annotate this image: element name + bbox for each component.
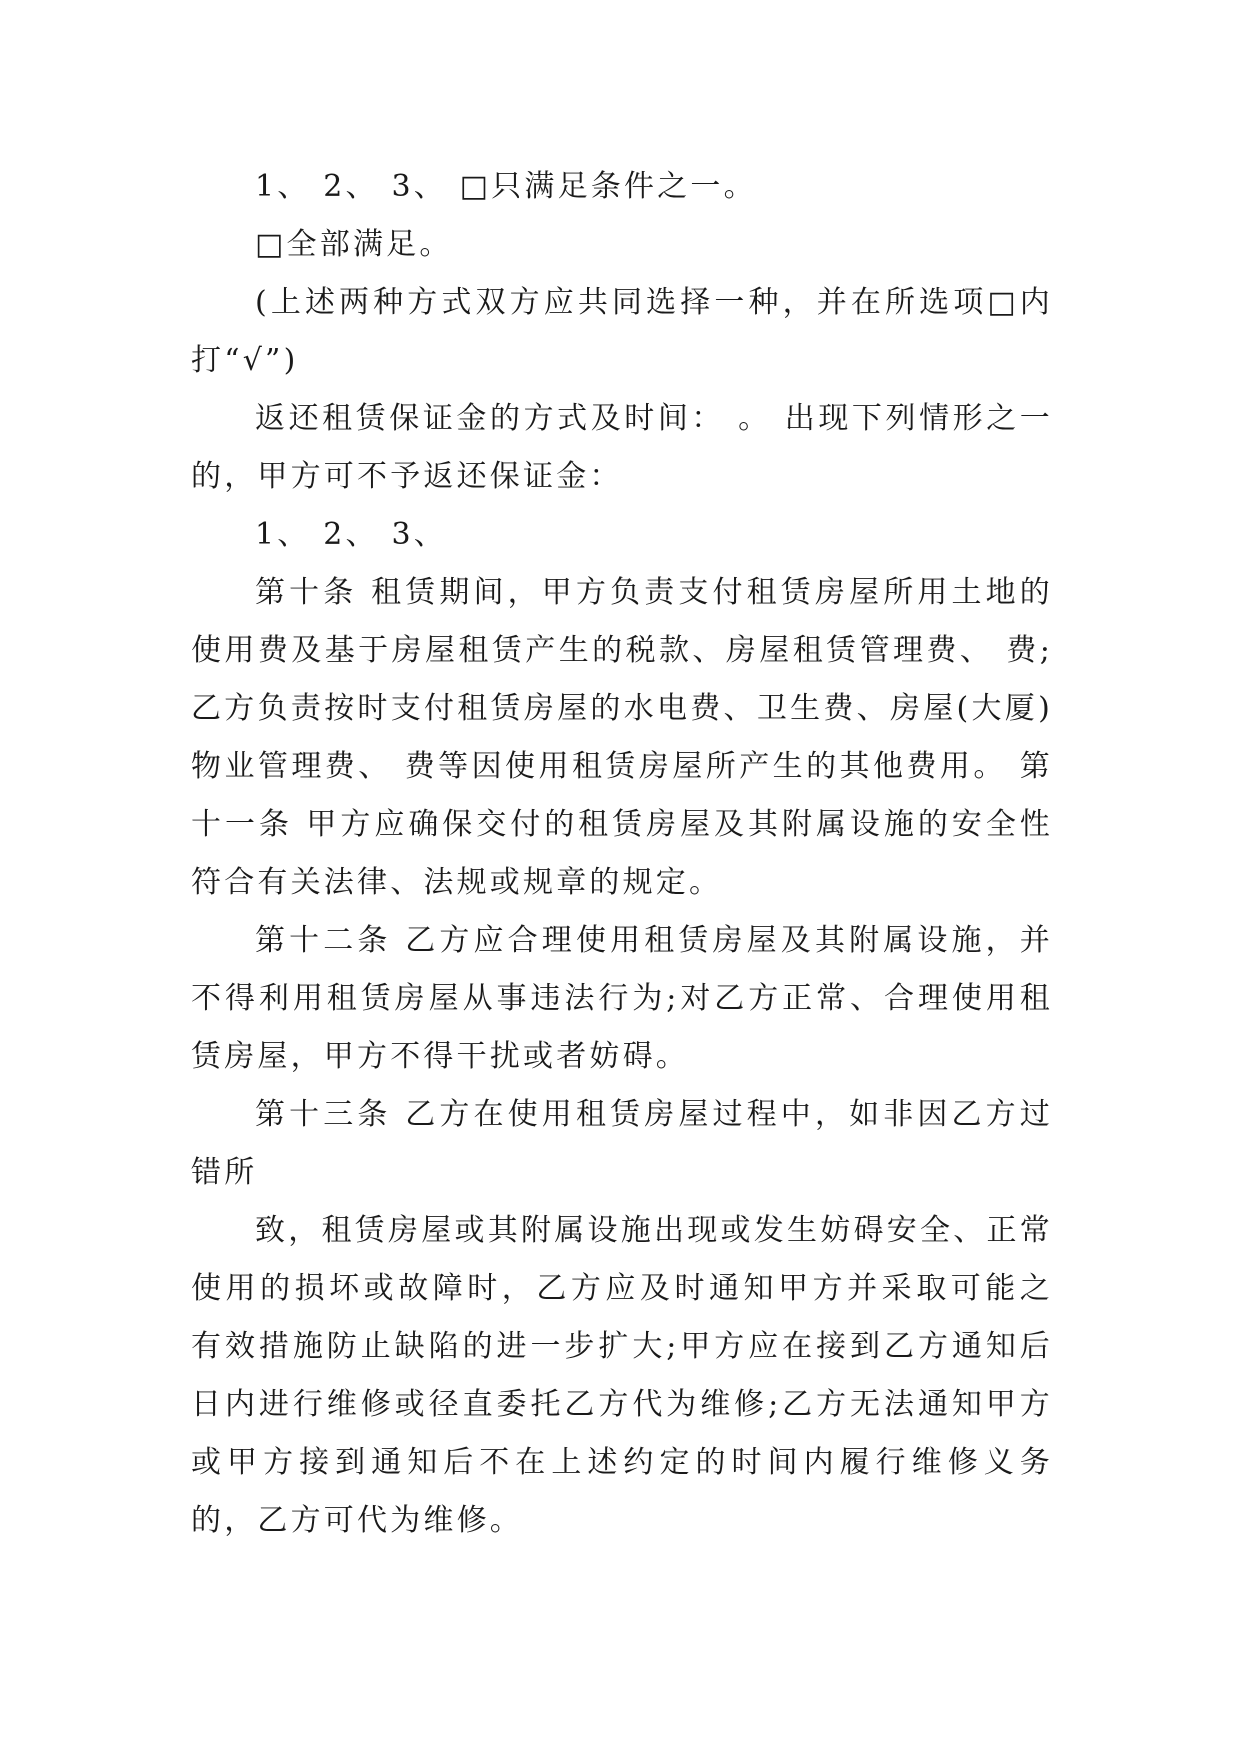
paragraph-deposit-cases-list: 1、 2、 3、 <box>255 517 447 552</box>
paragraph-article-13-start: 第十三条 乙方在使用租赁房屋过程中，如非因乙方过错所 <box>191 1097 1053 1190</box>
paragraph-all-satisfied: □全部满足。 <box>255 227 453 262</box>
paragraph-selection-note: (上述两种方式双方应共同选择一种，并在所选项□内打“√”) <box>191 285 1053 378</box>
paragraph-article-12: 第十二条 乙方应合理使用租赁房屋及其附属设施，并不得利用租赁房屋从事违法行为;对乙方正常、合理使用租赁房屋，甲方不得干扰或者妨碍。 <box>191 923 1053 1074</box>
document-body <box>191 158 1053 1550</box>
paragraph-deposit-return: 返还租赁保证金的方式及时间： 。 出现下列情形之一的，甲方可不予返还保证金： <box>191 401 1053 494</box>
paragraph-article-10-11: 第十条 租赁期间，甲方负责支付租赁房屋所用土地的使用费及基于房屋租赁产生的税款、房屋租赁管理费、 费;乙方负责按时支付租赁房屋的水电费、卫生费、房屋(大厦)物业管理费、 费等因使用租赁房屋所产生的其他费用。 第十一条 甲方应确保交付的租赁房屋及其附属设施的安全性符合有关法律、法规或规章的规定。 <box>191 575 1053 900</box>
paragraph-conditions-list: 1、 2、 3、 □只满足条件之一。 <box>255 169 757 204</box>
paragraph-article-13-continued: 致，租赁房屋或其附属设施出现或发生妨碍安全、正常使用的损坏或故障时，乙方应及时通知甲方并采取可能之有效措施防止缺陷的进一步扩大;甲方应在接到乙方通知后 日内进行维修或径直委托乙方代为维修;乙方无法通知甲方或甲方接到通知后不在上述约定的时间内履行维修义务的，乙方可代为维修。 <box>191 1213 1053 1538</box>
